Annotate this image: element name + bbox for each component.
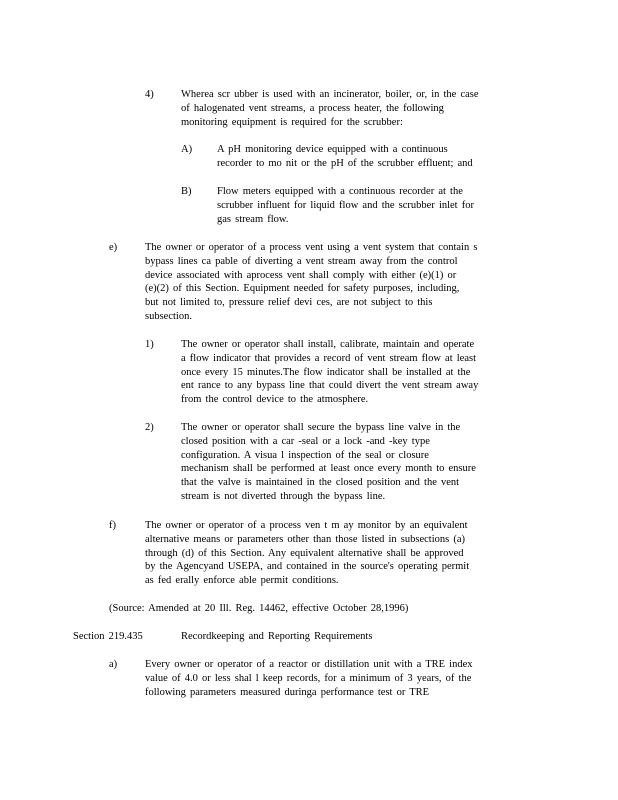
item-b-line: gas stream flow. [217, 213, 289, 225]
item-a-line: A pH monitoring device equipped with a continuous [217, 144, 448, 155]
item-4-line: monitoring equipment is required for the scrubber: [181, 116, 403, 128]
item-a2-line: Every owner or operator of a reactor or distillation unit with a TRE index [145, 659, 473, 670]
item-e1-line: once every 15 minutes.The flow indicator shall be installed at the [181, 366, 471, 378]
item-e1-line: a flow indicator that provides a record of vent stream flow at least [181, 352, 476, 364]
item-b-line: Flow meters equipped with a continuous recorder at the [217, 186, 463, 197]
item-f-label: f) [109, 520, 116, 531]
item-f-paragraph [145, 519, 505, 588]
item-e2-label: 2) [145, 422, 154, 433]
item-a-label: A) [181, 144, 193, 155]
item-e-line: bypass lines ca pable of diverting a vent stream away from the control [145, 255, 458, 267]
item-e2-line: closed position with a car -seal or a lock -and -key type [181, 435, 430, 447]
item-a2-label: a) [109, 659, 118, 670]
section-title: Recordkeeping and Reporting Requirements [181, 631, 373, 642]
item-4-line: of halogenated vent streams, a process heater, the following [181, 102, 444, 114]
item-e-line: subsection. [145, 310, 192, 322]
item-e2-line: The owner or operator shall secure the bypass line valve in the [181, 422, 461, 433]
item-e-paragraph [145, 241, 505, 324]
item-f-line: The owner or operator of a process ven t m ay monitor by an equivalent [145, 520, 468, 531]
item-e2-line: that the valve is maintained in the closed position and the vent [181, 477, 460, 489]
item-f-line: through (d) of this Section. Any equivalent alternative shall be approved [145, 547, 464, 559]
item-4-paragraph [181, 88, 501, 129]
section-number: Section 219.435 [73, 631, 143, 642]
item-e-line: device associated with aprocess vent shall comply with either (e)(1) or [145, 269, 457, 281]
source-note: (Source: Amended at 20 Ill. Reg. 14462, effective October 28,1996) [109, 603, 409, 614]
item-e1-line: from the control device to the atmosphere. [181, 394, 369, 406]
item-b-paragraph [217, 185, 502, 226]
item-a2-paragraph [145, 658, 505, 699]
item-a-paragraph [217, 143, 502, 171]
item-e1-label: 1) [145, 339, 154, 350]
item-e1-line: ent rance to any bypass line that could divert the vent stream away [181, 380, 479, 392]
item-b-line: scrubber influent for liquid flow and the scrubber inlet for [217, 199, 474, 211]
item-f-line: by the Agencyand USEPA, and contained in the source's operating permit [145, 561, 470, 573]
item-a2-line: value of 4.0 or less shal l keep records, for a minimum of 3 years, of the [145, 672, 472, 684]
item-4-line: Wherea scr ubber is used with an incinerator, boiler, or, in the case [181, 89, 479, 100]
item-e1-paragraph [181, 338, 501, 407]
item-e2-line: mechanism shall be performed at least once every month to ensure [181, 463, 476, 475]
item-e2-line: configuration. A visua l inspection of the seal or closure [181, 449, 429, 461]
item-e-line: (e)(2) of this Section. Equipment needed for safety purposes, including, [145, 283, 460, 295]
item-f-line: as fed erally enforce able permit conditions. [145, 575, 339, 587]
item-4-label: 4) [145, 89, 154, 100]
item-e1-line: The owner or operator shall install, calibrate, maintain and operate [181, 339, 475, 350]
item-a2-line: following parameters measured duringa performance test or TRE [145, 686, 430, 698]
item-e-label: e) [109, 242, 118, 253]
item-a-line: recorder to mo nit or the pH of the scrubber effluent; and [217, 157, 473, 169]
item-b-label: B) [181, 186, 192, 197]
item-e-line: but not limited to, pressure relief devi ces, are not subject to this [145, 297, 433, 309]
item-f-line: alternative means or parameters other than those listed in subsections (a) [145, 533, 465, 545]
item-e2-paragraph [181, 421, 501, 504]
item-e-line: The owner or operator of a process vent using a vent system that contain s [145, 242, 478, 253]
item-e2-line: stream is not diverted through the bypass line. [181, 490, 386, 502]
